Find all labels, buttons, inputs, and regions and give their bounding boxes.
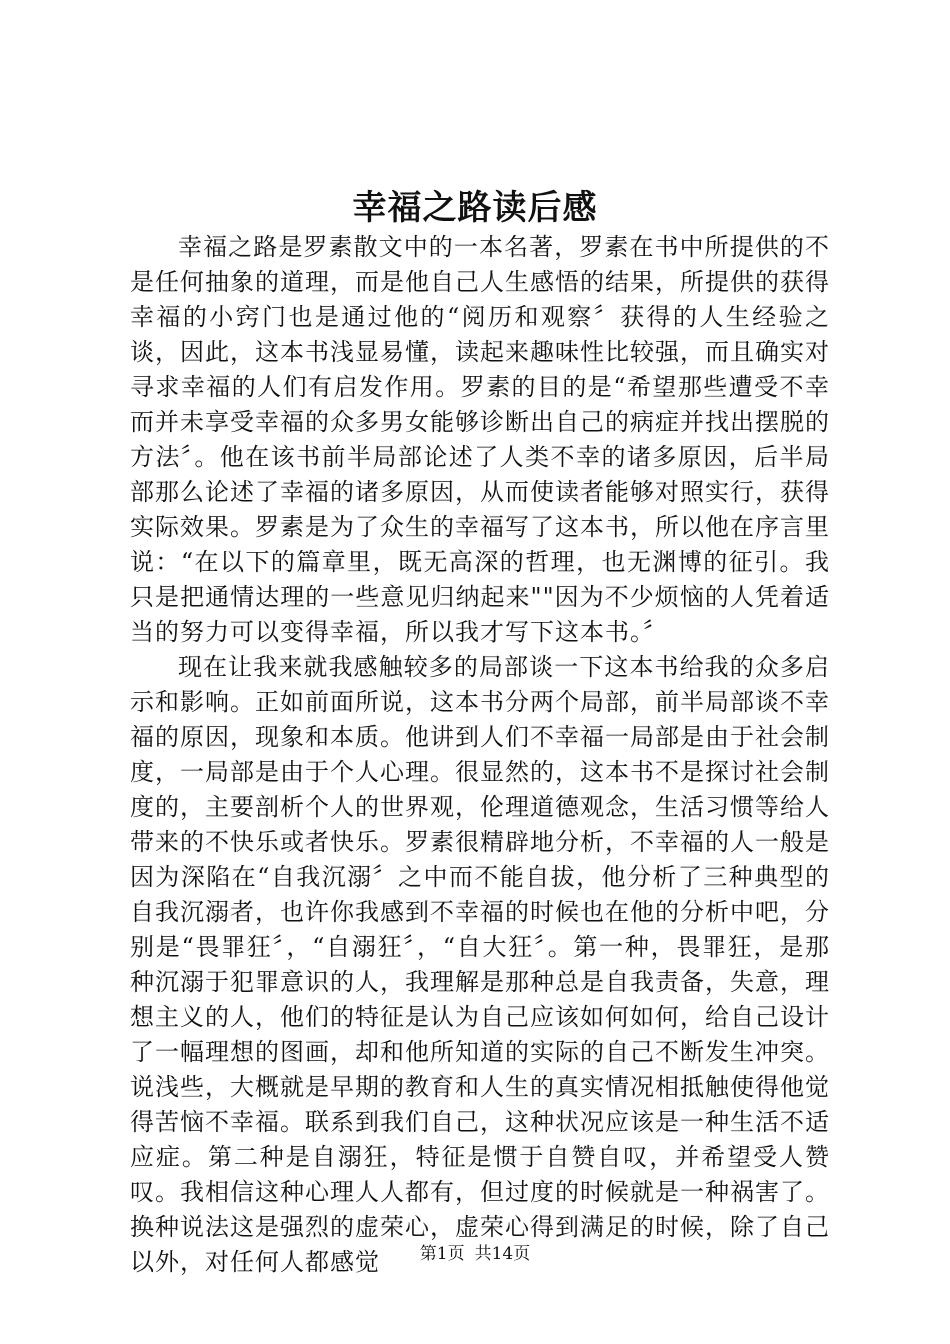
document-body	[130, 230, 830, 1280]
page-footer	[0, 1242, 950, 1266]
paragraph: 幸福之路是罗素散文中的一本名著，罗素在书中所提供的不是任何抽象的道理，而是他自己人生感悟的结果，所提供的获得幸福的小窍门也是通过他的“阅历和观察〞获得的人生经验之谈，因此，这本书浅显易懂，读起来趣味性比较强，而且确实对寻求幸福的人们有启发作用。罗素的目的是“希望那些遭受不幸而并未享受幸福的众多男女能够诊断出自己的病症并找出摆脱的方法〞。他在该书前半局部论述了人类不幸的诸多原因，后半局部那么论述了幸福的诸多原因，从而使读者能够对照实行，获得实际效果。罗素是为了众生的幸福写了这本书，所以他在序言里说：“在以下的篇章里，既无高深的哲理，也无渊博的征引。我只是把通情达理的一些意见归纳起来""因为不少烦恼的人凭着适当的努力可以变得幸福，所以我才写下这本书。〞	[130, 233, 830, 646]
page-number: 第1页	[419, 1244, 465, 1264]
paragraph: 现在让我来就我感触较多的局部谈一下这本书给我的众多启示和影响。正如前面所说，这本书分两个局部，前半局部谈不幸福的原因，现象和本质。他讲到人们不幸福一局部是由于社会制度，一局部是由于个人心理。很显然的，这本书不是探讨社会制度的，主要剖析个人的世界观，伦理道德观念，生活习惯等给人带来的不快乐或者快乐。罗素很精辟地分析，不幸福的人一般是因为深陷在“自我沉溺〞之中而不能自拔，他分析了三种典型的自我沉溺者，也许你我感到不幸福的时候也在他的分析中吧，分别是“畏罪狂〞，“自溺狂〞，“自大狂〞。第一种，畏罪狂，是那种沉溺于犯罪意识的人，我理解是那种总是自我责备，失意，理想主义的人，他们的特征是认为自己应该如何如何，给自己设计了一幅理想的图画，却和他所知道的实际的自己不断发生冲突。说浅些，大概就是早期的教育和人生的真实情况相抵触使得他觉得苦恼不幸福。联系到我们自己，这种状况应该是一种生活不适应症。第二种是自溺狂，特征是惯于自赞自叹，并希望受人赞叹。我相信这种心理人人都有，但过度的时候就是一种祸害了。换种说法这是强烈的虚荣心，虚荣心得到满足的时候，除了自己以外，对任何人都感觉	[130, 653, 830, 1276]
page-total: 共14页	[474, 1244, 531, 1264]
document-title: 幸福之路读后感	[352, 188, 598, 228]
